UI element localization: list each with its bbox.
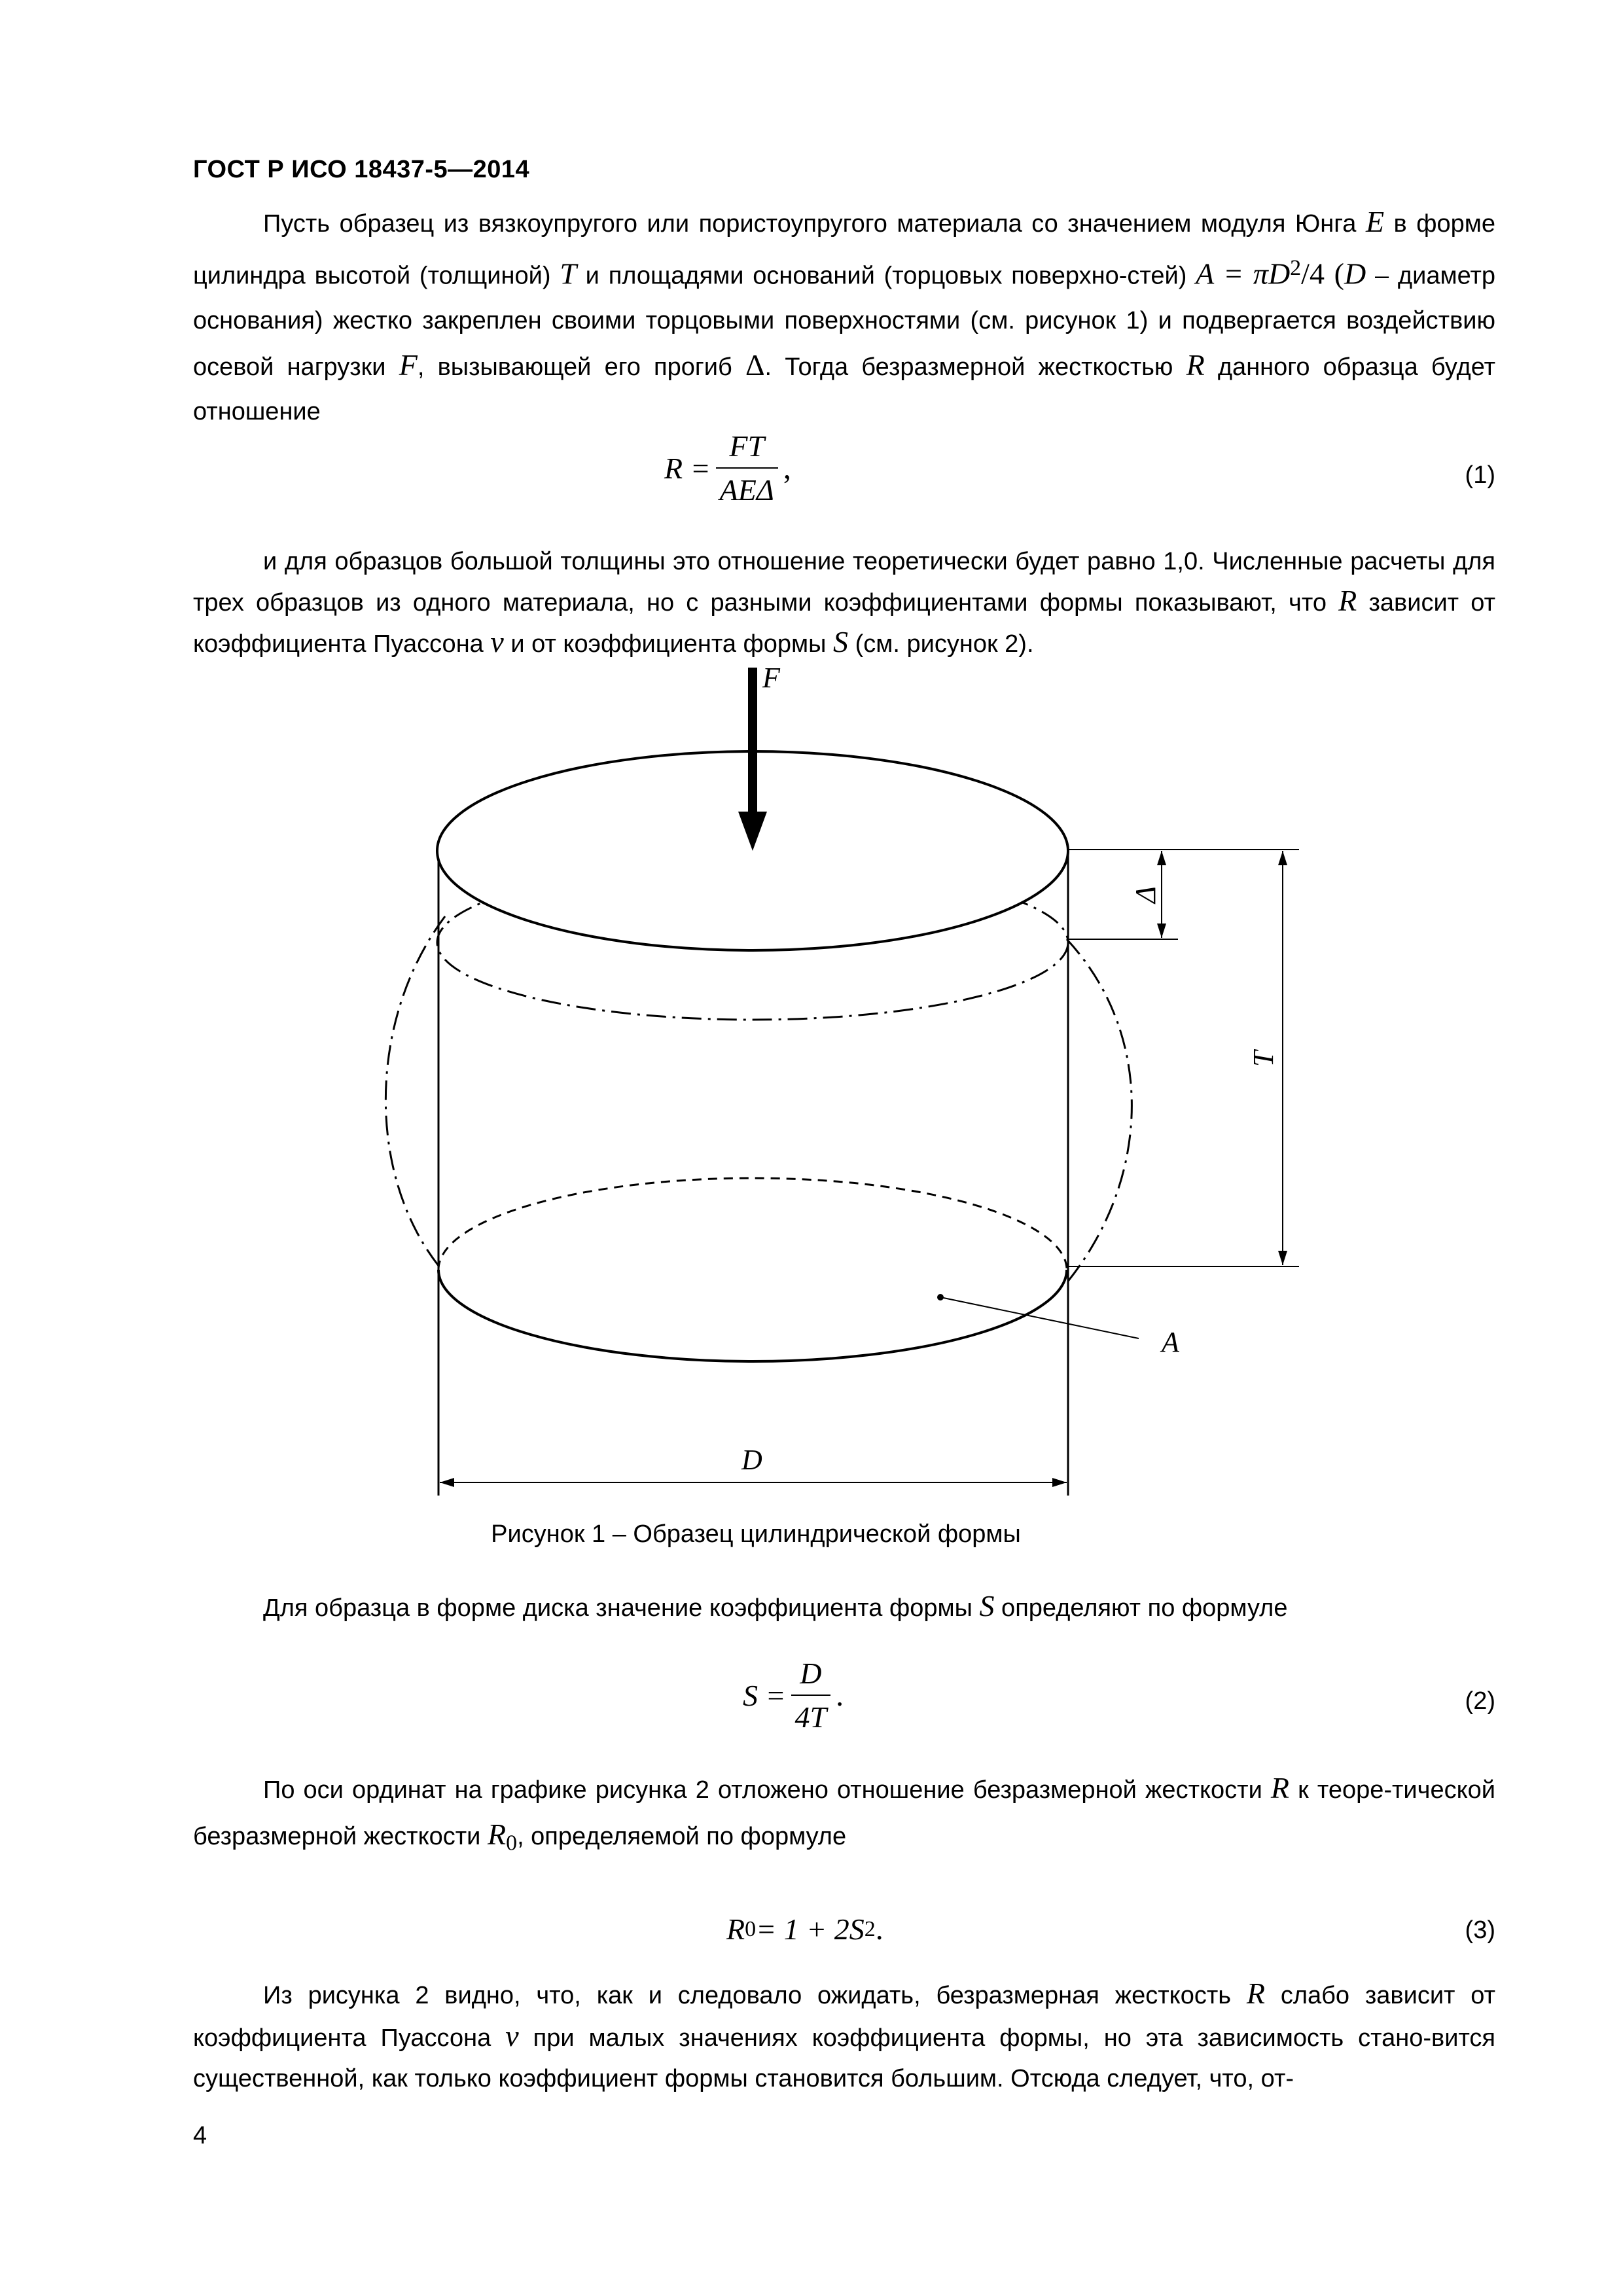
text: – диаметр основания) жестко закреплен своими торцовыми поверхностями (см. рисунок 1) и подвергается воздействию осевой нагрузки: [193, 262, 1495, 381]
text: . Тогда безразмерной жесткостью: [764, 353, 1186, 381]
force-label: F: [762, 662, 780, 694]
formula-1-number: (1): [1465, 461, 1495, 489]
diameter-arrow-left: [440, 1478, 454, 1487]
formula-2-fraction: [791, 1656, 831, 1734]
delta-arrow-down: [1157, 924, 1166, 938]
text: данного образца будет отношение: [193, 353, 1496, 425]
formula-3-exponent: 2: [864, 1916, 876, 1941]
diameter-arrow-right: [1052, 1478, 1067, 1487]
symbol-R0-subscript: 0: [506, 1831, 518, 1856]
symbol-T: T: [560, 257, 577, 291]
text: зависит от коэффициента Пуассона: [193, 589, 1495, 658]
formula-2-number: (2): [1465, 1687, 1495, 1715]
symbol-S: S: [979, 1589, 995, 1623]
symbol-nu: ν: [490, 625, 504, 658]
symbol-R: R: [1186, 348, 1205, 382]
height-label: T: [1247, 1050, 1279, 1067]
formula-2-numerator: D: [791, 1656, 831, 1696]
text: (см. рисунок 2).: [848, 630, 1034, 658]
symbol-S: S: [833, 625, 849, 658]
diameter-label: D: [741, 1444, 762, 1476]
page-number: 4: [193, 2122, 207, 2149]
height-arrow-down: [1278, 1251, 1287, 1265]
delta-label: Δ: [1130, 886, 1162, 903]
delta-arrow-up: [1157, 851, 1166, 865]
text: к теоре-тической безразмерной жесткости: [193, 1776, 1495, 1850]
formula-1-tail: ,: [783, 450, 791, 486]
bottom-ellipse-hidden-edge: [438, 1178, 1067, 1270]
text: Для образца в форме диска значение коэффициента формы: [263, 1594, 980, 1622]
bulged-profile-left: [385, 916, 445, 1270]
text: , определяемой по формуле: [517, 1823, 847, 1850]
text: и от коэффициента формы: [503, 630, 834, 658]
symbol-nu: ν: [505, 2019, 519, 2053]
formula-3-number: (3): [1465, 1916, 1495, 1944]
formula-2: [193, 1656, 1495, 1754]
text: в форме цилиндра высотой (толщиной): [193, 210, 1496, 290]
symbol-delta: Δ: [745, 348, 765, 382]
text: По оси ординат на графике рисунка 2 отложено отношение безразмерной жесткости: [263, 1776, 1271, 1804]
paragraph-conclusion: [193, 1973, 1495, 2099]
symbol-R: R: [1270, 1771, 1290, 1804]
area-leader-line: [940, 1297, 1139, 1338]
formula-3-lhs: R: [726, 1912, 745, 1946]
figure-1-caption: Рисунок 1 – Образец цилиндрической формы: [491, 1520, 1021, 1548]
area-formula: A = πD: [1196, 257, 1291, 291]
formula-2-lhs: S =: [743, 1678, 786, 1712]
formula-3-rhs: = 1 + 2S: [756, 1912, 865, 1946]
text: , вызывающей его прогиб: [417, 353, 745, 381]
formula-2-tail: .: [836, 1677, 844, 1713]
area-formula-tail: /4: [1301, 257, 1325, 291]
text: и площадями оснований (торцовых поверхно-стей): [576, 262, 1196, 290]
text: слабо зависит от коэффициента Пуассона: [193, 1982, 1495, 2052]
formula-1-numerator: FT: [716, 429, 778, 469]
formula-1-denominator: AEΔ: [719, 473, 774, 507]
text: Из рисунка 2 видно, что, как и следовало ожидать, безразмерная жесткость: [263, 1982, 1247, 2009]
text: и для образцов большой толщины это отношение теоретически будет равно 1,0. Численные расчеты для трех образцов из одного материала, но с разными коэффициентами формы показывают, что: [193, 548, 1495, 617]
text: при малых значениях коэффициента формы, но эта зависимость стано-вится существенной, как только коэффициент формы становится большим. Отсюда следует, что, от-: [193, 2024, 1495, 2092]
bottom-ellipse-front-edge: [438, 1270, 1067, 1361]
formula-2-denominator: 4T: [794, 1700, 827, 1734]
paragraph-disk-shape-factor: [193, 1584, 1495, 1630]
symbol-R: R: [1246, 1977, 1265, 2010]
symbol-R: R: [1338, 584, 1357, 617]
height-arrow-up: [1278, 851, 1287, 865]
formula-3-tail: .: [875, 1912, 883, 1946]
symbol-E: E: [1365, 205, 1385, 238]
document-header: ГОСТ Р ИСО 18437-5—2014: [193, 156, 530, 183]
symbol-D: D: [1344, 257, 1366, 291]
text: определяют по формуле: [994, 1594, 1288, 1622]
area-label: A: [1162, 1326, 1179, 1358]
text: Пусть образец из вязкоупругого или пористоупругого материала со значением модуля Юнга: [263, 210, 1366, 238]
bulged-profile-right: [1067, 939, 1132, 1283]
symbol-F: F: [399, 348, 418, 382]
paragraph-ordinate: [193, 1766, 1495, 1866]
formula-3-lhs-subscript: 0: [745, 1916, 757, 1941]
formula-1-lhs: R =: [664, 451, 711, 485]
text: (: [1324, 257, 1344, 291]
symbol-R0: R: [487, 1818, 507, 1851]
area-formula-exponent: 2: [1290, 256, 1302, 280]
